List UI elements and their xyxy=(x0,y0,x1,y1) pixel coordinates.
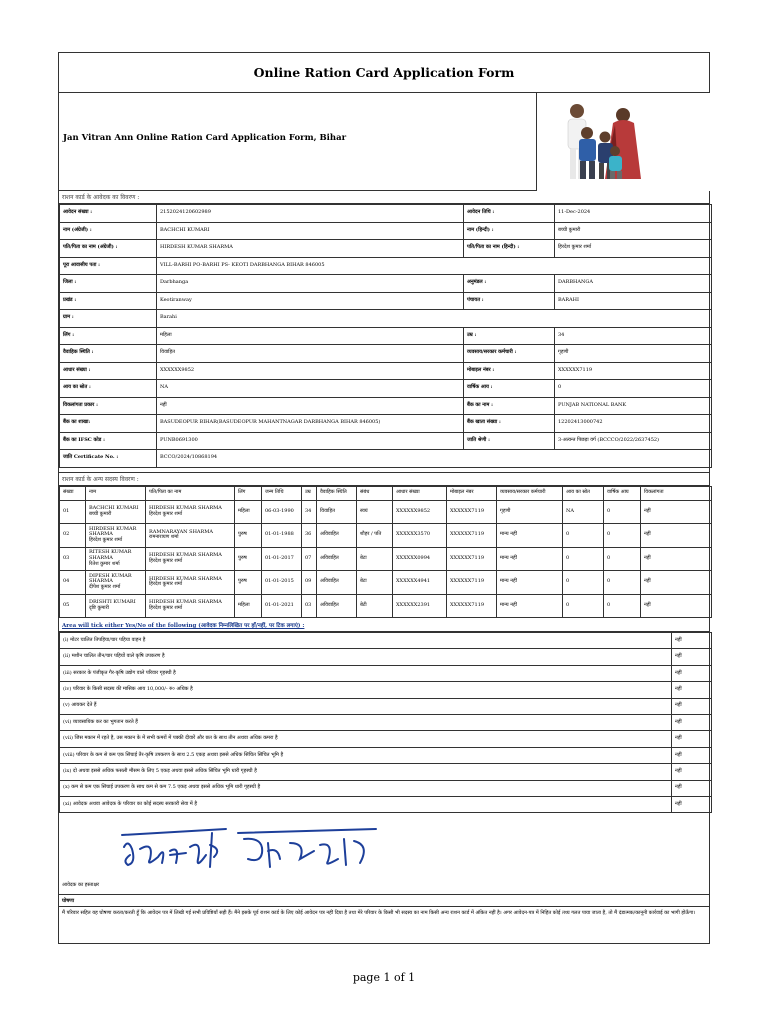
member-cell: XXXXXX7119 xyxy=(447,594,497,618)
field-value: PUNJAB NATIONAL BANK xyxy=(555,397,712,415)
member-cell: 04 xyxy=(60,571,86,595)
column-header: उम्र xyxy=(302,486,317,500)
question-row xyxy=(60,633,712,649)
field-row xyxy=(60,397,712,415)
field-row xyxy=(60,415,712,433)
field-label: लिंग : xyxy=(60,327,157,345)
column-header: जन्म तिथि xyxy=(262,486,302,500)
member-cell: नहीं xyxy=(641,524,712,548)
field-value: BASUDEOPUR BIHAR(BASUDEOPUR MAHANTNAGAR DARBHANGA BIHAR 846005) xyxy=(157,415,464,433)
member-cell: 07 xyxy=(302,547,317,571)
member-cell: HIRDESH KUMAR SHARMA हिरदेश कुमार शर्मा xyxy=(146,571,235,595)
field-value: Barahi xyxy=(157,310,712,328)
member-cell: 03 xyxy=(60,547,86,571)
field-value: BACHCHI KUMARI xyxy=(157,222,464,240)
member-cell: मान्य नहीं xyxy=(497,524,563,548)
field-label: जिला : xyxy=(60,275,157,293)
question-answer: नहीं xyxy=(672,714,712,730)
field-value: PUNB0691300 xyxy=(157,432,464,450)
column-header: व्यवसाय/सरकार कर्मचारी xyxy=(497,486,563,500)
question-text: (v) आयकर देते हैं xyxy=(60,698,672,714)
field-label: नाम (हिन्दी) : xyxy=(464,222,555,240)
question-row xyxy=(60,698,712,714)
member-row xyxy=(60,524,712,548)
field-row xyxy=(60,222,712,240)
member-cell: XXXXXX0994 xyxy=(393,547,447,571)
member-cell: 01-01-1988 xyxy=(262,524,302,548)
member-cell: 01-01-2021 xyxy=(262,594,302,618)
question-text: (viii) परिवार के कम से कम एक सिंचाई तैर-कृषि उपकरण के साथ 2.5 एकड़ अथवा इससे अधिक सिंचित सिंचित भूमि है xyxy=(60,747,672,763)
member-cell: 0 xyxy=(604,594,641,618)
question-text: (vi) व्यावसायिक कर का भुगतान करते हैं xyxy=(60,714,672,730)
member-cell: नहीं xyxy=(641,500,712,524)
question-answer: नहीं xyxy=(672,633,712,649)
field-label: आय का स्रोत : xyxy=(60,380,157,398)
member-cell: XXXXXX2391 xyxy=(393,594,447,618)
field-row xyxy=(60,327,712,345)
field-label: उम्र : xyxy=(464,327,555,345)
member-cell: NA xyxy=(563,500,604,524)
field-label: आधार संख्या : xyxy=(60,362,157,380)
field-value: DARBHANGA xyxy=(555,275,712,293)
member-row xyxy=(60,547,712,571)
member-cell: 0 xyxy=(604,500,641,524)
declaration-heading: घोषणा xyxy=(59,895,709,907)
field-value: महिला xyxy=(157,327,464,345)
member-cell: XXXXXX7119 xyxy=(447,524,497,548)
field-label: पंचायत : xyxy=(464,292,555,310)
member-cell: मान्य नहीं xyxy=(497,594,563,618)
question-row xyxy=(60,682,712,698)
member-cell: DIPESH KUMAR SHARMA दीपेश कुमार शर्मा xyxy=(86,571,146,595)
member-cell: शौहर / पति xyxy=(357,524,393,548)
field-row xyxy=(60,292,712,310)
question-text: (ii) मशीन चालित तीन/चार पहियों वाले कृषि उपकरण है xyxy=(60,649,672,665)
member-cell: मान्य नहीं xyxy=(497,547,563,571)
column-header: आधार संख्या xyxy=(393,486,447,500)
question-text: (x) कम से कम एक सिंचाई उपकरण के साथ कम से कम 7.5 एकड़ अथवा इससे अधिक भूमि धारी गृहस्थी है xyxy=(60,780,672,796)
question-answer: नहीं xyxy=(672,747,712,763)
member-cell: 03 xyxy=(302,594,317,618)
field-value: Darbhanga xyxy=(157,275,464,293)
member-cell: 09 xyxy=(302,571,317,595)
member-cell: XXXXXX3570 xyxy=(393,524,447,548)
member-cell: 01-01-2017 xyxy=(262,547,302,571)
member-cell: 0 xyxy=(563,594,604,618)
question-answer: नहीं xyxy=(672,649,712,665)
member-cell: मान्य नहीं xyxy=(497,571,563,595)
member-cell: 06-03-1990 xyxy=(262,500,302,524)
column-header: मोबाइल नंबर xyxy=(447,486,497,500)
member-cell: स्वयं xyxy=(357,500,393,524)
signature-area xyxy=(59,813,709,895)
column-header: आय का स्रोत xyxy=(563,486,604,500)
member-cell: 01-01-2015 xyxy=(262,571,302,595)
member-cell: विवाहित xyxy=(317,500,357,524)
question-row xyxy=(60,764,712,780)
question-answer: नहीं xyxy=(672,698,712,714)
field-value: HIRDESH KUMAR SHARMA xyxy=(157,240,464,258)
field-label: आवेदन संख्या : xyxy=(60,205,157,223)
member-cell: महिला xyxy=(235,500,262,524)
member-cell: 0 xyxy=(604,524,641,548)
member-cell: 0 xyxy=(604,547,641,571)
field-label: पति/पिता का नाम (हिन्दी) : xyxy=(464,240,555,258)
member-cell: HIRDESH KUMAR SHARMA हिरदेश कुमार शर्मा xyxy=(146,500,235,524)
field-value: NA xyxy=(157,380,464,398)
signature-label: आवेदक का हस्ताक्षर xyxy=(62,882,100,889)
column-header: नाम xyxy=(86,486,146,500)
member-cell: HIRDESH KUMAR SHARMA हिरदेश कुमार शर्मा xyxy=(86,524,146,548)
applicant-family-photo xyxy=(536,93,709,190)
member-cell: नहीं xyxy=(641,571,712,595)
field-row xyxy=(60,310,712,328)
column-header: संबंध xyxy=(357,486,393,500)
field-row xyxy=(60,450,712,468)
member-row xyxy=(60,594,712,618)
column-header: वैवाहिक स्थिति xyxy=(317,486,357,500)
field-label: जाति Certificate No. : xyxy=(60,450,157,468)
field-value: Keotiranway xyxy=(157,292,464,310)
field-label: आवेदन तिथि : xyxy=(464,205,555,223)
field-label: पूरा आवासीय पता : xyxy=(60,257,157,275)
field-row xyxy=(60,432,712,450)
question-text: (xi) आवेदक अथवा आवेदक के परिवार का कोई सदस्य सरकारी सेवा में है xyxy=(60,796,672,812)
member-cell: 0 xyxy=(563,571,604,595)
question-row xyxy=(60,649,712,665)
field-row xyxy=(60,275,712,293)
member-cell: अविवाहित xyxy=(317,547,357,571)
members-table xyxy=(59,486,712,619)
declaration-text: मैं परिवार सहित यह घोषणा करता/करती हूँ कि आवेदन पत्र में लिखी गई सभी प्रविष्टियाँ सही हैं। मैंने इसके पूर्व राशन कार्ड के लिए कोई आवेदन पत्र नहीं दिया है तथा मेरे परिवार के किसी भी सदस्य का नाम किसी अन्य राशन कार्ड में अंकित नहीं है। अगर आवेदन-पत्र में निहित कोई तथ्य गलत पाया जाता है, तो मैं दंडात्मक/कानूनी कार्रवाई का भागी होऊँगा। xyxy=(62,910,696,917)
member-cell: पुरुष xyxy=(235,547,262,571)
member-cell: बेटा xyxy=(357,547,393,571)
field-label: पति/पिता का नाम (अंग्रेजी) : xyxy=(60,240,157,258)
field-row xyxy=(60,240,712,258)
question-answer: नहीं xyxy=(672,731,712,747)
members-section-title: राशन कार्ड के अन्य सदस्य विवरण : xyxy=(59,473,709,486)
member-cell: बेटा xyxy=(357,571,393,595)
question-row xyxy=(60,747,712,763)
member-cell: XXXXXX7119 xyxy=(447,547,497,571)
member-cell: XXXXXX7119 xyxy=(447,500,497,524)
field-value: 11-Dec-2024 xyxy=(555,205,712,223)
field-label: ग्राम : xyxy=(60,310,157,328)
column-header: लिंग xyxy=(235,486,262,500)
column-header: वार्षिक आय xyxy=(604,486,641,500)
member-cell: 0 xyxy=(563,524,604,548)
question-row xyxy=(60,731,712,747)
column-header: पति/पिता का नाम xyxy=(146,486,235,500)
eligibility-questions-table xyxy=(59,632,712,813)
field-value: 3-अत्यन्त पिछड़ा वर्ग (BCCCO/2022/2637452) xyxy=(555,432,712,450)
member-cell: HIRDESH KUMAR SHARMA हिरदेश कुमार शर्मा xyxy=(146,594,235,618)
field-value: 215202412060298​9 xyxy=(157,205,464,223)
field-value: BCCO/2024/10868194 xyxy=(157,450,712,468)
question-answer: नहीं xyxy=(672,764,712,780)
form-subtitle: Jan Vitran Ann Online Ration Card Application Form, Bihar xyxy=(63,133,347,143)
question-answer: नहीं xyxy=(672,682,712,698)
field-row xyxy=(60,380,712,398)
question-row xyxy=(60,796,712,812)
field-value: BARAHI xyxy=(555,292,712,310)
question-text: (ix) दो अथवा इससे अधिक फसली मौसम के लिए 5 एकड़ अथवा इससे अधिक सिंचित भूमि धारी गृहस्थी है xyxy=(60,764,672,780)
member-cell: अविवाहित xyxy=(317,571,357,595)
member-cell: अविवाहित xyxy=(317,524,357,548)
field-label: बैंक का शाखा: xyxy=(60,415,157,433)
question-row xyxy=(60,714,712,730)
field-value: हिरदेश कुमार शर्मा xyxy=(555,240,712,258)
member-cell: 05 xyxy=(60,594,86,618)
field-row xyxy=(60,205,712,223)
member-cell: 0 xyxy=(604,571,641,595)
column-header: विकलांगता xyxy=(641,486,712,500)
field-label: वार्षिक आय : xyxy=(464,380,555,398)
field-value: 12202413000742 xyxy=(555,415,712,433)
yes-no-instruction: Area will tick either Yes/No of the following (आवेदक निम्नलिखित पर हाँ/नहीं, पर टिक लगाएं) : xyxy=(59,618,709,632)
field-value: 34 xyxy=(555,327,712,345)
field-value: बच्ची कुमारी xyxy=(555,222,712,240)
page-number: page 1 of 1 xyxy=(352,971,416,984)
field-label: मोबाइल नंबर : xyxy=(464,362,555,380)
field-value: नहीं xyxy=(157,397,464,415)
field-value: XXXXXX9852 xyxy=(157,362,464,380)
question-answer: नहीं xyxy=(672,780,712,796)
field-label: बैंक का नाम : xyxy=(464,397,555,415)
member-cell: अविवाहित xyxy=(317,594,357,618)
member-cell: नहीं xyxy=(641,547,712,571)
field-value: 0 xyxy=(555,380,712,398)
question-row xyxy=(60,665,712,681)
member-cell: BACHCHI KUMARI बच्ची कुमारी xyxy=(86,500,146,524)
applicant-section-title: राशन कार्ड के आवेदक का विवरण : xyxy=(59,191,709,204)
member-cell: 01 xyxy=(60,500,86,524)
member-cell: XXXXXX9852 xyxy=(393,500,447,524)
member-cell: 36 xyxy=(302,524,317,548)
field-label: बैंक का IFSC कोड : xyxy=(60,432,157,450)
field-value: गृहणी xyxy=(555,345,712,363)
member-cell: RAMNARAYAN SHARMA रामनारायण शर्मा xyxy=(146,524,235,548)
field-label: बैंक खाता संख्या : xyxy=(464,415,555,433)
member-row xyxy=(60,571,712,595)
member-cell: पुरुष xyxy=(235,524,262,548)
field-label: नाम (अंग्रेजी) : xyxy=(60,222,157,240)
member-cell: HIRDESH KUMAR SHARMA हिरदेश कुमार शर्मा xyxy=(146,547,235,571)
member-cell: XXXXXX7119 xyxy=(447,571,497,595)
question-answer: नहीं xyxy=(672,665,712,681)
field-value: विवाहित xyxy=(157,345,464,363)
question-text: (iv) परिवार के किसी सदस्य की मासिक आय 10,000/- रु० अधिक है xyxy=(60,682,672,698)
member-cell: RITESH KUMAR SHARMA रितेश कुमार शर्मा xyxy=(86,547,146,571)
applicant-signature xyxy=(114,819,444,889)
field-row xyxy=(60,362,712,380)
member-cell: नहीं xyxy=(641,594,712,618)
field-label: प्रखंड : xyxy=(60,292,157,310)
member-cell: 02 xyxy=(60,524,86,548)
field-label: जाति श्रेणी : xyxy=(464,432,555,450)
question-text: (i) मोटर चालित तिपहिया/चार पहिया वाहन है xyxy=(60,633,672,649)
applicant-details-table xyxy=(59,204,712,468)
question-text: (vii) जिस मकान में रहते है, उस मकान के में सभी कमरों में पक्की दीवारें और छत के साथ तीन अथवा अधिक कमरा है xyxy=(60,731,672,747)
form-header xyxy=(59,93,709,191)
field-row xyxy=(60,257,712,275)
field-value: VILL-BARHI PO-BARHI PS- KEOTI DARBHANGA BIHAR 846005 xyxy=(157,257,712,275)
form-title: Online Ration Card Application Form xyxy=(59,53,709,93)
field-label: वैवाहिक स्थिति : xyxy=(60,345,157,363)
field-row xyxy=(60,345,712,363)
member-cell: पुरुष xyxy=(235,571,262,595)
member-cell: महिला xyxy=(235,594,262,618)
member-row xyxy=(60,500,712,524)
member-cell: बेटी xyxy=(357,594,393,618)
member-cell: XXXXXX4941 xyxy=(393,571,447,595)
field-label: विकलांगता प्रकार : xyxy=(60,397,157,415)
members-header-row xyxy=(60,486,712,500)
member-cell: गृहणी xyxy=(497,500,563,524)
field-label: अनुमंडल : xyxy=(464,275,555,293)
field-label: व्यवसाय/सरकार कर्मचारी : xyxy=(464,345,555,363)
question-text: (iii) सरकार के पंजीकृत गैर-कृषि उद्योग वाले परिवार गृहस्थी है xyxy=(60,665,672,681)
question-answer: नहीं xyxy=(672,796,712,812)
question-row xyxy=(60,780,712,796)
member-cell: 34 xyxy=(302,500,317,524)
field-value: XXXXXX7119 xyxy=(555,362,712,380)
member-cell: 0 xyxy=(563,547,604,571)
application-form xyxy=(58,52,710,944)
member-cell: DRISHTI KUMARI दृष्टि कुमारी xyxy=(86,594,146,618)
column-header: संख्या xyxy=(60,486,86,500)
